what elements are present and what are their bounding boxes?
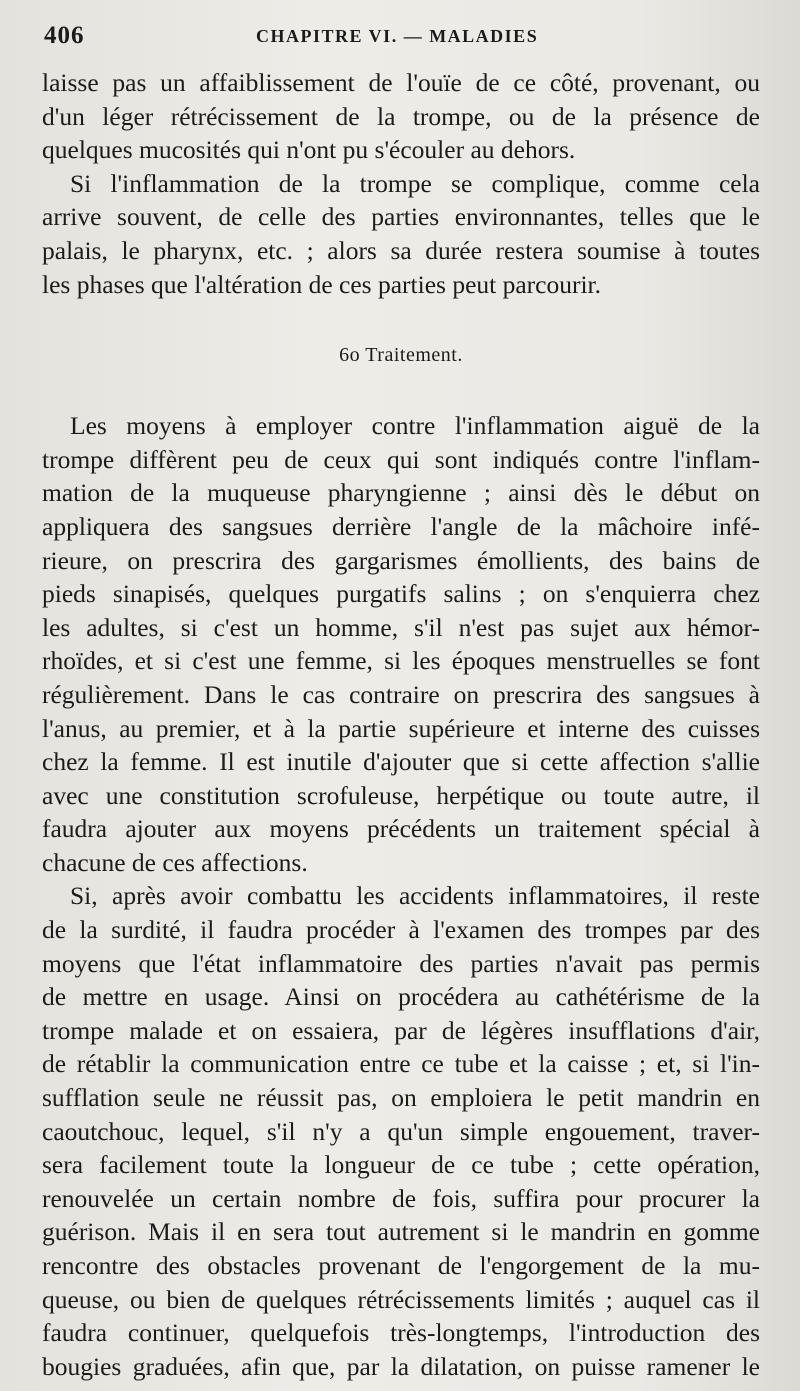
paragraph-2 — [42, 167, 760, 301]
text-line: Si l'inflammation de la trompe se complique, comme cela — [70, 168, 760, 198]
text-line: appliquera des sangsues derrière l'angle de la mâchoire infé- — [42, 511, 760, 541]
text-line: chez la femme. Il est inutile d'ajouter que si cette affection s'allie — [42, 747, 760, 777]
text-line: les adultes, si c'est un homme, s'il n'est pas sujet aux hémor- — [42, 612, 760, 642]
text-line: faudra continuer, quelquefois très-longtemps, l'introduction des — [42, 1318, 760, 1348]
text-line: pieds sinapisés, quelques purgatifs salins ; on s'enquierra chez — [42, 579, 760, 609]
text-line: mation de la muqueuse pharyngienne ; ainsi dès le début on — [42, 478, 760, 508]
page-number: 406 — [44, 22, 85, 49]
text-line: laisse pas un affaiblissement de l'ouïe de ce côté, provenant, ou — [42, 68, 760, 97]
text-line: avec une constitution scrofuleuse, herpétique ou toute autre, il — [42, 780, 760, 810]
text-line: de mettre en usage. Ainsi on procédera au cathétérisme de la — [42, 982, 760, 1012]
text-line: palais, le pharynx, etc. ; alors sa durée restera soumise à toutes — [42, 235, 760, 265]
text-line: trompe malade et on essaiera, par de légères insufflations d'air, — [42, 1015, 760, 1045]
text-line: de rétablir la communication entre ce tube et la caisse ; et, si l'in- — [42, 1049, 760, 1079]
page-header — [44, 22, 764, 52]
text-line: caoutchouc, lequel, s'il n'y a qu'un simple engouement, traver- — [42, 1116, 760, 1146]
text-line: rencontre des obstacles provenant de l'engorgement de la mu- — [42, 1251, 760, 1280]
text-line: régulièrement. Dans le cas contraire on prescrira des sangsues à — [42, 679, 760, 709]
text-line: arrive souvent, de celle des parties environnantes, telles que le — [42, 202, 760, 232]
text-line: moyens que l'état inflammatoire des parties n'avait pas permis — [42, 948, 760, 978]
text-line: faudra ajouter aux moyens précédents un traitement spécial à — [42, 814, 760, 844]
text-line: sufflation seule ne réussit pas, on emploiera le petit mandrin en — [42, 1083, 760, 1113]
text-line: sera facilement toute la longueur de ce tube ; cette opération, — [42, 1150, 760, 1180]
text-line: bougies graduées, afin que, par la dilatation, on puisse ramener le — [42, 1351, 760, 1381]
paragraph-4 — [42, 879, 760, 1383]
text-line: les phases que l'altération de ces parties peut parcourir. — [42, 269, 602, 299]
text-line: rieure, on prescrira des gargarismes émollients, des bains de — [42, 545, 760, 575]
text-line: Les moyens à employer contre l'inflammation aiguë de la — [70, 411, 760, 441]
paragraph-1 — [42, 66, 760, 167]
text-line: renouvelée un certain nombre de fois, suffira pour procurer la — [42, 1183, 760, 1213]
running-title: CHAPITRE VI. — MALADIES — [256, 26, 539, 46]
text-line: queuse, ou bien de quelques rétrécissements limités ; auquel cas il — [42, 1284, 760, 1314]
text-line: Si, après avoir combattu les accidents inflammatoires, il reste — [70, 881, 760, 911]
text-line: guérison. Mais il en sera tout autrement si le mandrin en gomme — [42, 1217, 760, 1247]
body-text — [42, 66, 760, 1383]
text-line: chacune de ces affections. — [42, 847, 308, 877]
paragraph-3 — [42, 409, 760, 879]
text-line: quelques mucosités qui n'ont pu s'écouler au dehors. — [42, 135, 576, 165]
text-line: d'un léger rétrécissement de la trompe, ou de la présence de — [42, 101, 760, 131]
text-line: trompe diffèrent peu de ceux qui sont indiqués contre l'inflam- — [42, 444, 760, 474]
text-line: l'anus, au premier, et à la partie supérieure et interne des cuisses — [42, 713, 760, 743]
text-line: rhoïdes, et si c'est une femme, si les époques menstruelles se font — [42, 646, 760, 676]
section-heading: 6o Traitement. — [339, 344, 463, 367]
text-line: de la surdité, il faudra procéder à l'examen des trompes par des — [42, 915, 760, 945]
